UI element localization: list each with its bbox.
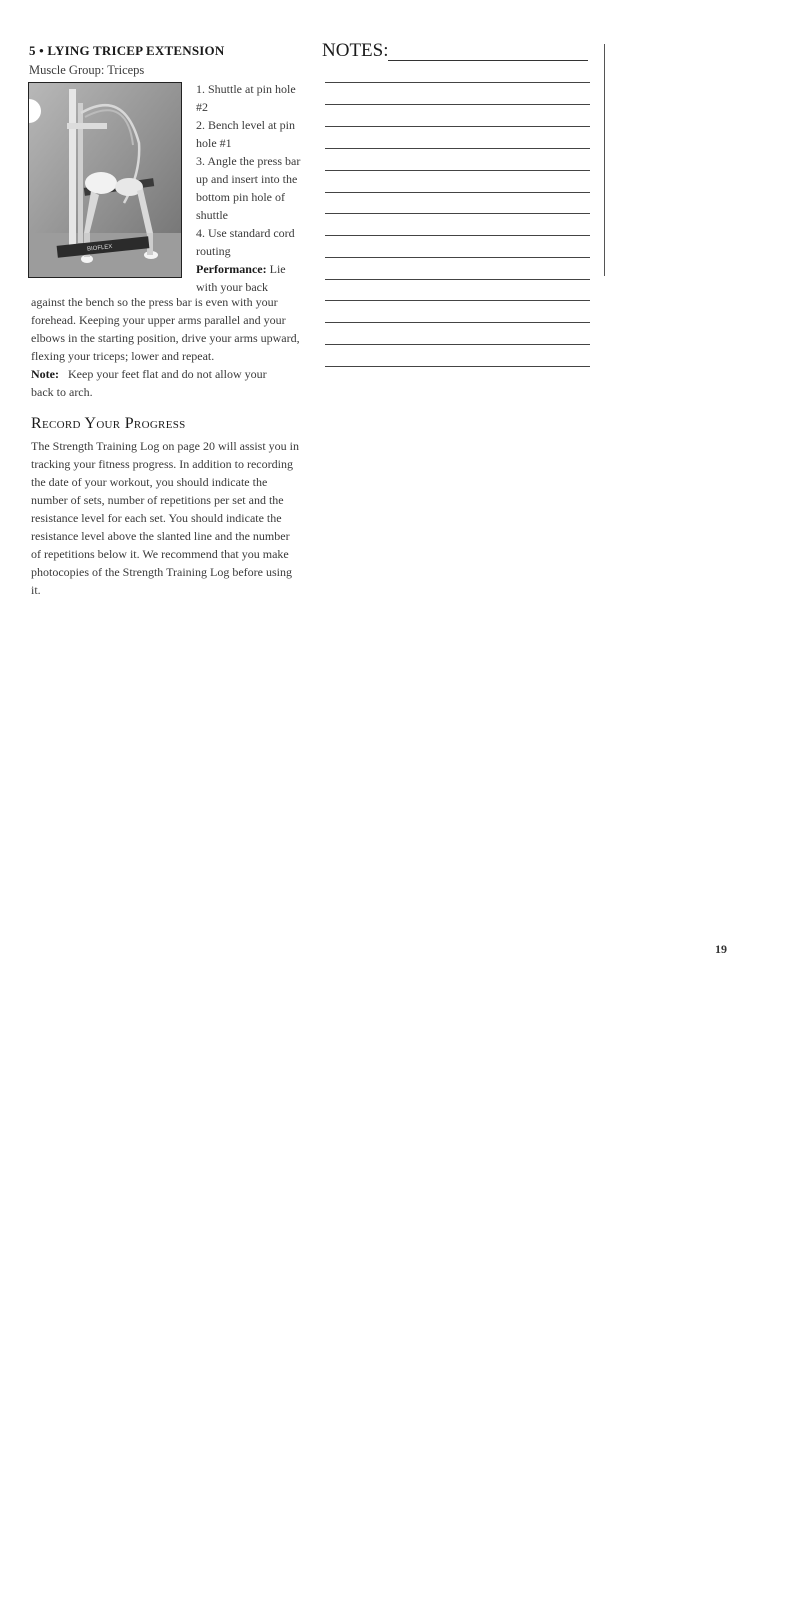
notes-heading: NOTES:	[322, 40, 389, 61]
setup-step: 1. Shuttle at pin hole #2	[196, 82, 296, 114]
notes-line	[325, 192, 590, 193]
note-text: Keep your feet flat and do not allow your back to arch.	[31, 367, 267, 399]
notes-line	[325, 82, 590, 83]
performance-label: Performance:	[196, 262, 267, 276]
exercise-title: 5 • LYING TRICEP EXTENSION	[29, 43, 225, 58]
note-label: Note:	[31, 367, 59, 381]
record-progress-heading: Record Your Progress	[31, 415, 186, 432]
setup-step: 2. Bench level at pin hole #1	[196, 118, 295, 150]
notes-line	[325, 213, 590, 214]
notes-line	[325, 344, 590, 345]
notes-line	[325, 104, 590, 105]
notes-line	[325, 235, 590, 236]
notes-line	[325, 322, 590, 323]
notes-line	[325, 257, 590, 258]
note-block	[31, 365, 291, 401]
performance-start	[196, 260, 308, 296]
notes-heading-line	[388, 60, 588, 61]
notes-line	[325, 300, 590, 301]
photo-logo-text: BIOFLEX	[86, 244, 113, 253]
notes-line	[325, 148, 590, 149]
muscle-group-label: Muscle Group: Triceps	[29, 63, 145, 77]
page-number: 19	[715, 942, 727, 956]
exercise-photo	[28, 82, 182, 278]
notes-line	[325, 126, 590, 127]
record-progress-text: The Strength Training Log on page 20 will assist you in tracking your fitness progress. In addition to recording the date of your workout, you should indicate the number of sets, number of repetitions per set and the resistance level for each set. You should indicate the resistance level above the slanted line and the number of repetitions below it. We recommend that you make photocopies of the Strength Training Log before using it.	[31, 439, 299, 597]
performance-text: against the bench so the press bar is even with your forehead. Keeping your upper arms parallel and your elbows in the starting position, drive your arms upward, flexing your triceps; lower and repeat.	[31, 295, 300, 363]
notes-line	[325, 279, 590, 280]
margin-rule	[604, 44, 605, 276]
setup-steps	[196, 80, 308, 296]
setup-step: 3. Angle the press bar up and insert into the bottom pin hole of shuttle	[196, 154, 301, 222]
performance-start-text: Lie with your back	[196, 262, 286, 294]
setup-step: 4. Use standard cord routing	[196, 226, 295, 258]
notes-line	[325, 366, 590, 367]
notes-line	[325, 170, 590, 171]
